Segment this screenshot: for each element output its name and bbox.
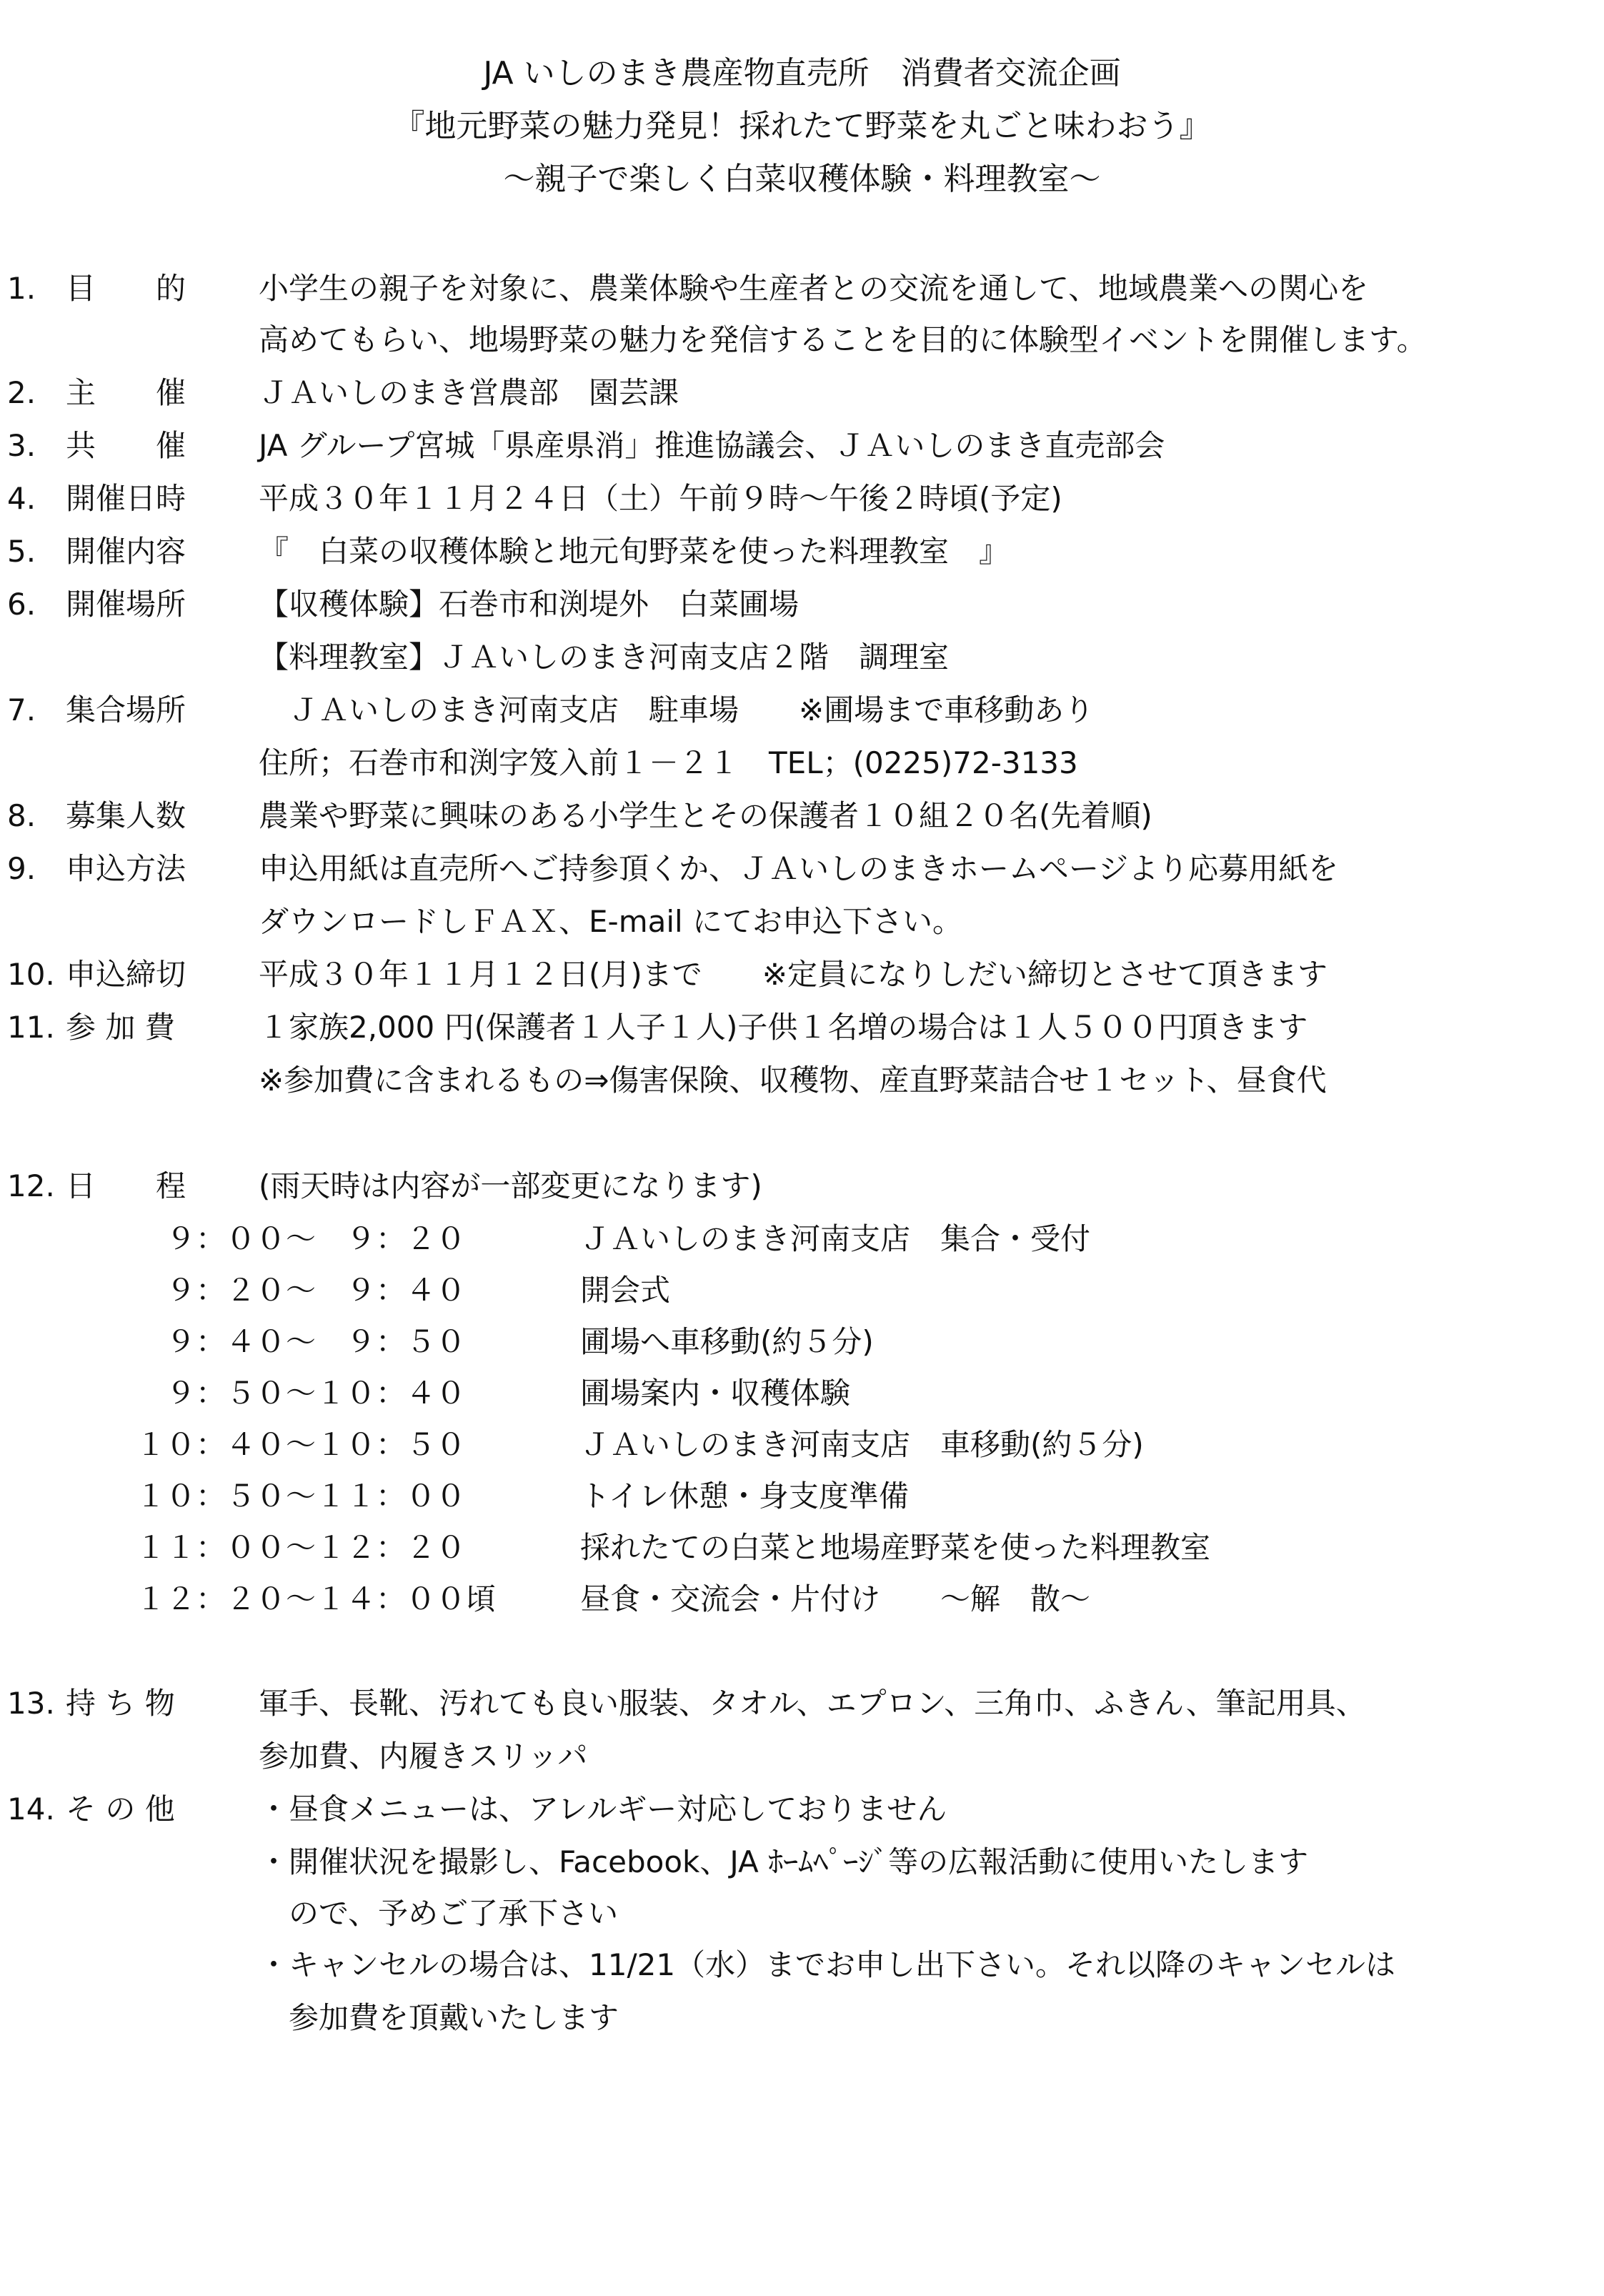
item-number: 3. <box>7 428 36 463</box>
item-number: 2. <box>7 375 36 410</box>
schedule-time: １２：２０～１４：００頃 <box>136 1581 497 1616</box>
item-text: ＪＡいしのまき河南支店 駐車場 ※圃場まで車移動あり <box>259 692 1095 727</box>
schedule-time: １０：４０～１０：５０ <box>136 1427 467 1462</box>
title-line-2: 『地元野菜の魅力発見！採れたて野菜を丸ごと味わおう』 <box>393 108 1211 144</box>
schedule-time: １１：００～１２：２０ <box>136 1530 467 1565</box>
item-label-application: 申込方法 <box>66 851 186 886</box>
item-label-co-organizer: 共 催 <box>66 428 186 463</box>
item-label-capacity: 募集人数 <box>66 798 186 833</box>
item-label-venue: 開催場所 <box>66 587 186 622</box>
item-number: 5. <box>7 534 36 569</box>
item-number: 12. <box>7 1168 55 1203</box>
item-text: ＪＡいしのまき営農部 園芸課 <box>259 375 679 410</box>
item-number: 10. <box>7 957 55 992</box>
document-title <box>0 47 1604 206</box>
item-text: 申込用紙は直売所へご持参頂くか、ＪＡいしのまきホームページより応募用紙を <box>259 851 1339 886</box>
title-line-3: ～親子で楽しく白菜収穫体験・料理教室～ <box>503 161 1101 197</box>
item-label-organizer: 主 催 <box>66 375 186 410</box>
schedule-activity: トイレ休憩・身支度準備 <box>580 1479 909 1514</box>
item-text: 参加費、内履きスリッパ <box>259 1739 588 1774</box>
item-number: 13. <box>7 1686 55 1721</box>
schedule-time: ９：００～ ９：２０ <box>136 1221 467 1256</box>
item-text: 農業や野菜に興味のある小学生とその保護者１０組２０名(先着順) <box>259 798 1152 833</box>
item-number: 11. <box>7 1010 55 1045</box>
title-line-1: JA いしのまき農産物直売所 消費者交流企画 <box>483 55 1121 91</box>
item-text: 軍手、長靴、汚れても良い服装、タオル、エプロン、三角巾、ふきん、筆記用具、 <box>259 1686 1366 1721</box>
item-label-date: 開催日時 <box>66 481 186 516</box>
item-text: 小学生の親子を対象に、農業体験や生産者との交流を通して、地域農業への関心を <box>259 271 1369 306</box>
item-text: １家族2,000 円(保護者１人子１人)子供１名増の場合は１人５００円頂きます <box>259 1010 1308 1045</box>
item-label-content: 開催内容 <box>66 534 186 569</box>
item-text: ※参加費に含まれるもの⇒傷害保険、収穫物、産直野菜詰合せ１セット、昼食代 <box>259 1063 1327 1098</box>
item-label-schedule: 日 程 <box>66 1168 186 1203</box>
schedule-time: ９：５０～１０：４０ <box>136 1376 467 1411</box>
item-text: 『 白菜の収穫体験と地元旬野菜を使った料理教室 』 <box>259 534 1010 569</box>
item-number: 4. <box>7 481 36 516</box>
schedule-activity: 開会式 <box>580 1273 671 1308</box>
item-text: ・キャンセルの場合は、11/21（水）までお申し出下さい。それ以降のキャンセルは <box>259 1947 1396 1982</box>
schedule-time: １０：５０～１１：００ <box>136 1479 467 1514</box>
item-number: 14. <box>7 1791 55 1827</box>
item-text: 住所；石巻市和渕字笈入前１－２１ TEL；(0225)72-3133 <box>259 745 1078 780</box>
schedule-activity: 圃場案内・収穫体験 <box>580 1376 851 1411</box>
schedule-time: ９：４０～ ９：５０ <box>136 1324 467 1359</box>
item-text: ・昼食メニューは、アレルギー対応しておりません <box>259 1791 947 1827</box>
schedule-activity: 圃場へ車移動(約５分) <box>580 1324 874 1359</box>
schedule-activity: 採れたての白菜と地場産野菜を使った料理教室 <box>580 1530 1211 1565</box>
item-text: (雨天時は内容が一部変更になります) <box>259 1168 762 1203</box>
schedule-activity: 昼食・交流会・片付け ～解 散～ <box>580 1581 1091 1616</box>
item-text: 高めてもらい、地場野菜の魅力を発信することを目的に体験型イベントを開催します。 <box>259 322 1427 357</box>
item-number: 6. <box>7 587 36 622</box>
item-text: 【収穫体験】石巻市和渕堤外 白菜圃場 <box>259 587 799 622</box>
item-text: 平成３０年１１月２４日（土）午前９時～午後２時頃(予定) <box>259 481 1062 516</box>
item-text: ので、予めご了承下さい <box>259 1896 619 1931</box>
item-text: JA グループ宮城「県産県消」推進協議会、ＪＡいしのまき直売部会 <box>259 428 1165 463</box>
item-number: 1. <box>7 271 36 306</box>
schedule-activity: ＪＡいしのまき河南支店 集合・受付 <box>580 1221 1091 1256</box>
item-text: ダウンロードしＦＡＸ、E-mail にてお申込下さい。 <box>259 904 963 939</box>
item-label-belongings: 持 ち 物 <box>66 1686 175 1721</box>
item-label-other: そ の 他 <box>66 1791 175 1827</box>
item-text: ・開催状況を撮影し、Facebook、JA ﾎｰﾑﾍﾟｰｼﾞ等の広報活動に使用いたします <box>259 1844 1309 1879</box>
item-label-fee: 参 加 費 <box>66 1010 175 1045</box>
item-text: 平成３０年１１月１２日(月)まで ※定員になりしだい締切とさせて頂きます <box>259 957 1327 992</box>
item-number: 8. <box>7 798 36 833</box>
item-label-meeting-place: 集合場所 <box>66 692 186 727</box>
schedule-activity: ＪＡいしのまき河南支店 車移動(約５分) <box>580 1427 1144 1462</box>
schedule-time: ９：２０～ ９：４０ <box>136 1273 467 1308</box>
item-text: 参加費を頂戴いたします <box>259 2000 619 2035</box>
item-number: 9. <box>7 851 36 886</box>
item-text: 【料理教室】ＪＡいしのまき河南支店２階 調理室 <box>259 640 950 675</box>
item-label-purpose: 目 的 <box>66 271 186 306</box>
item-number: 7. <box>7 692 36 727</box>
item-label-deadline: 申込締切 <box>66 957 186 992</box>
